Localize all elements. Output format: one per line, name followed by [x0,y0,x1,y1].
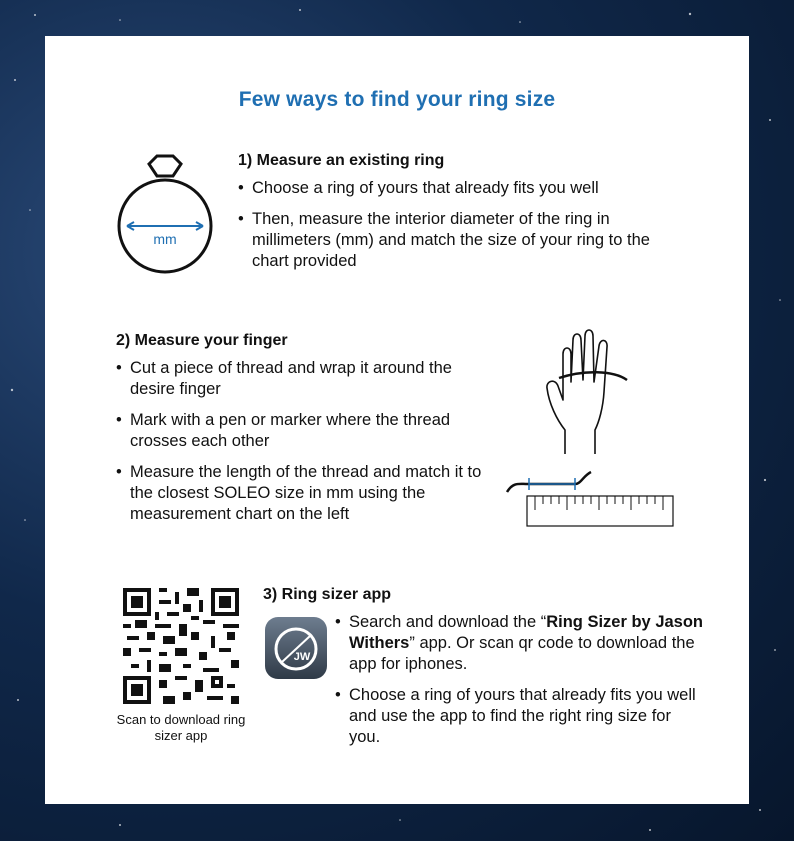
section3-bullet-1 [335,612,703,675]
thread-ruler-icon [505,466,675,530]
section2-bullet-2: • Mark with a pen or marker where the thread crosses each other [116,410,491,452]
qr-caption: Scan to download ring sizer app [116,712,246,743]
hand-icon [543,326,643,458]
app-name: Ring Sizer by Jason Withers [349,613,704,652]
section1-heading: 1) Measure an existing ring [238,152,445,169]
info-card [45,36,749,804]
section3-heading: 3) Ring sizer app [263,586,392,603]
section-measure-finger [116,332,491,535]
section-ring-sizer-app [263,586,703,758]
page-title: Few ways to find your ring size [238,88,556,111]
section3-bullet-1-post: ” app. Or scan qr code to download the app for iphones. [349,634,695,673]
section3-bullet-1-pre: Search and download the “ [349,613,547,631]
qr-code[interactable] [123,588,239,704]
ring-mm-label: mm [153,231,177,247]
section1-bullet-1: • Choose a ring of yours that already fits you well [238,178,678,199]
section-measure-ring [238,152,678,282]
section2-bullet-3: • Measure the length of the thread and match it to the closest SOLEO size in mm using the measurement chart on the left [116,462,491,525]
section3-bullet-2: • Choose a ring of yours that already fits you well and use the app to find the right ring size for you. [335,685,703,748]
section2-bullet-1: • Cut a piece of thread and wrap it around the desire finger [116,358,491,400]
app-icon-text: JW [293,651,311,663]
section1-bullet-2: • Then, measure the interior diameter of the ring in millimeters (mm) and match the size of your ring to the chart provided [238,209,678,272]
ring-icon [115,154,215,279]
section2-heading: 2) Measure your finger [116,332,288,349]
